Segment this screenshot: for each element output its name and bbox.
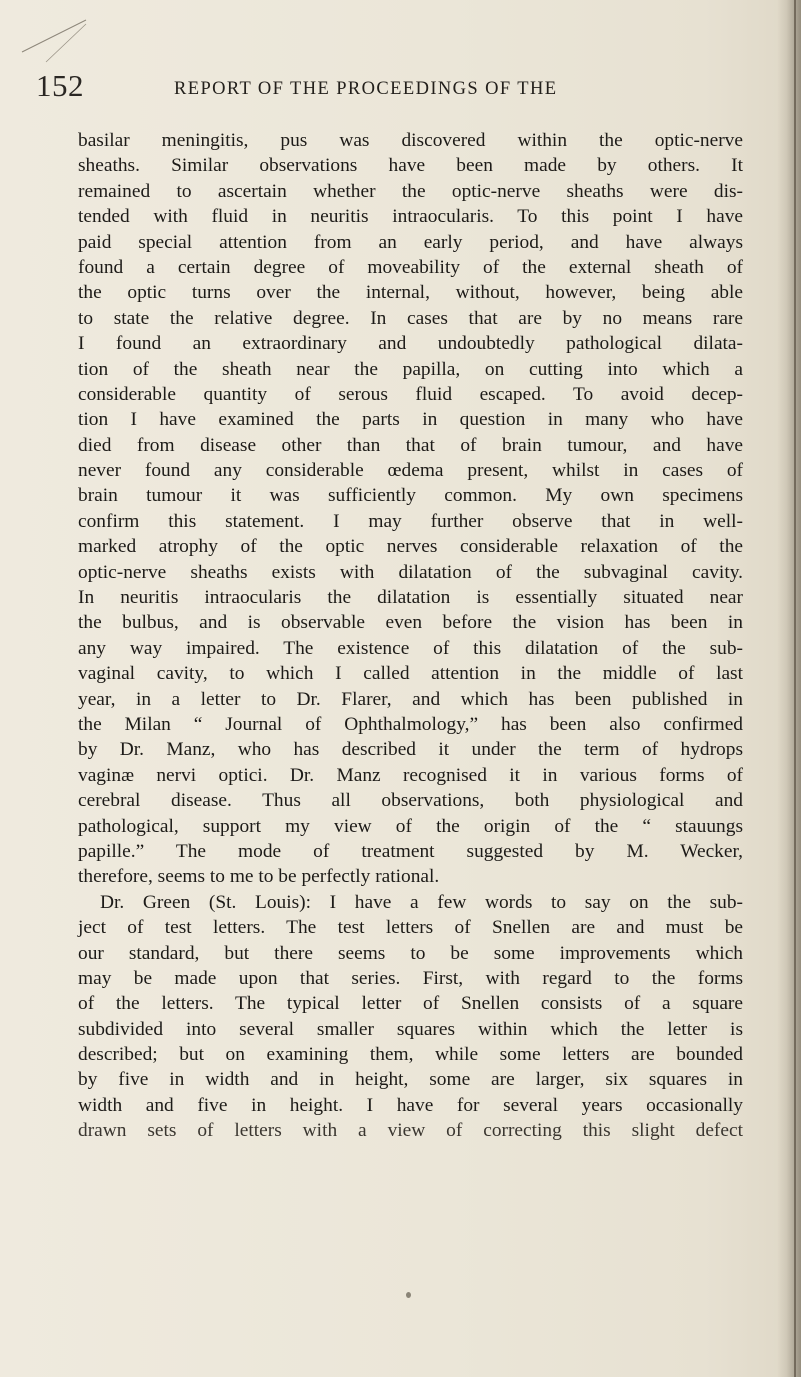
text-line: In neuritis intraocularis the dilatation is essentially situated near [78,587,743,609]
text-line: width and five in height. I have for several years occasionally [78,1094,743,1116]
body-text [78,128,743,1144]
text-line: brain tumour it was sufficiently common. My own specimens [78,485,743,507]
text-line: the optic turns over the internal, without, however, being able [78,282,743,304]
text-line: vaginal cavity, to which I called attention in the middle of last [78,663,743,685]
text-line: year, in a letter to Dr. Flarer, and which has been published in [78,688,743,710]
page-gutter-edge [794,0,796,1377]
text-line: never found any considerable œdema present, whilst in cases of [78,460,743,482]
text-line: to state the relative degree. In cases that are by no means rare [78,307,743,329]
page-number: 152 [36,68,84,103]
text-line: drawn sets of letters with a view of correcting this slight defect [78,1120,743,1142]
text-line: marked atrophy of the optic nerves considerable relaxation of the [78,536,743,558]
text-line: the Milan “ Journal of Ophthalmology,” has been also confirmed [78,713,743,735]
text-line: pathological, support my view of the origin of the “ stauungs [78,815,743,837]
text-line: subdivided into several smaller squares within which the letter is [78,1018,743,1040]
text-line: ject of test letters. The test letters of Snellen are and must be [78,917,743,939]
paragraph-start-line: Dr. Green (St. Louis): I have a few words to say on the sub- [100,891,743,913]
text-line: vaginæ nervi optici. Dr. Manz recognised it in various forms of [78,764,743,786]
text-line: our standard, but there seems to be some improvements which [78,942,743,964]
text-line: considerable quantity of serous fluid escaped. To avoid decep- [78,383,743,405]
paragraph-end-line: therefore, seems to me to be perfectly rational. [78,866,440,888]
text-line: of the letters. The typical letter of Snellen consists of a square [78,993,743,1015]
text-line: I found an extraordinary and undoubtedly pathological dilata- [78,333,743,355]
page-header [36,66,736,106]
text-line: described; but on examining them, while some letters are bounded [78,1044,743,1066]
text-line: paid special attention from an early period, and have always [78,231,743,253]
text-line: died from disease other than that of brain tumour, and have [78,434,743,456]
text-line: the bulbus, and is observable even before the vision has been in [78,612,743,634]
text-line: by Dr. Manz, who has described it under the term of hydrops [78,739,743,761]
text-line: optic-nerve sheaths exists with dilatation of the subvaginal cavity. [78,561,743,583]
text-line: may be made upon that series. First, with regard to the forms [78,967,743,989]
text-line: tended with fluid in neuritis intraocularis. To this point I have [78,206,743,228]
text-line: papille.” The mode of treatment suggested by M. Wecker, [78,840,743,862]
text-line: sheaths. Similar observations have been made by others. It [78,155,743,177]
text-line: by five in width and in height, some are larger, six squares in [78,1069,743,1091]
text-line: remained to ascertain whether the optic-nerve sheaths were dis- [78,180,743,202]
ink-spot [406,1292,411,1298]
text-line: confirm this statement. I may further observe that in well- [78,510,743,532]
text-line: tion I have examined the parts in question in many who have [78,409,743,431]
text-line: any way impaired. The existence of this dilatation of the sub- [78,637,743,659]
text-line: tion of the sheath near the papilla, on cutting into which a [78,358,743,380]
running-head: REPORT OF THE PROCEEDINGS OF THE [174,79,558,99]
page-gutter-shadow [777,0,801,1377]
text-line: found a certain degree of moveability of the external sheath of [78,256,743,278]
text-line: cerebral disease. Thus all observations, both physiological and [78,790,743,812]
text-line: basilar meningitis, pus was discovered within the optic-nerve [78,130,743,151]
